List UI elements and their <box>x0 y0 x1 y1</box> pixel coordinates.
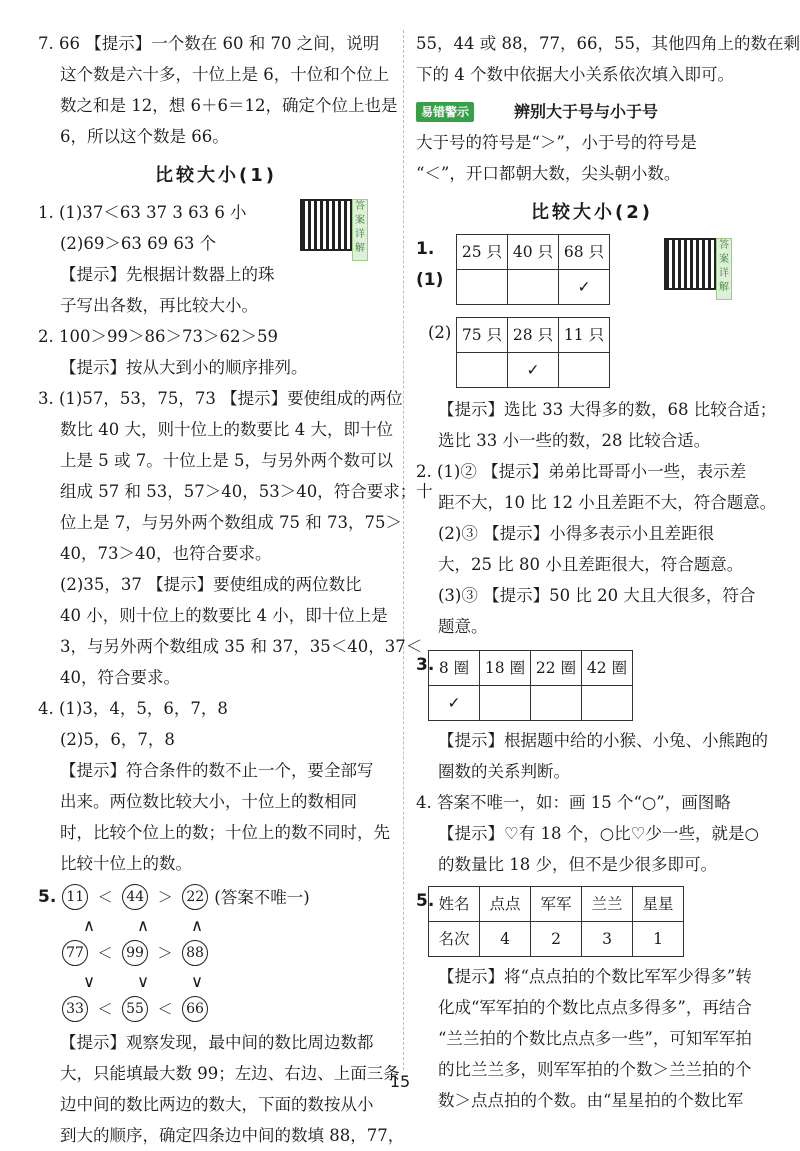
r-q3-hint <box>416 725 768 787</box>
table-cell: 2 <box>531 922 582 957</box>
number-circle: 99 <box>122 940 148 966</box>
section-title-2: 比较大小(2) <box>531 202 653 223</box>
check-cell <box>457 353 508 388</box>
table-cell: 28 只 <box>508 318 559 353</box>
text-line: 下的 4 个数中依据大小关系依次填入即可。 <box>416 65 734 84</box>
number-circle: 55 <box>122 996 148 1022</box>
text-line: 化成“军军拍的个数比点点多得多”，再结合 <box>438 998 752 1017</box>
text-line: 【提示】将“点点拍的个数比军军少得多”转 <box>438 967 752 986</box>
compare-sign: ＞ <box>157 887 173 906</box>
number-circle: 77 <box>62 940 88 966</box>
text-line: 【提示】先根据计数器上的珠 <box>60 265 275 284</box>
table-header: 军军 <box>531 887 582 922</box>
ranking-table <box>428 886 684 957</box>
text-line: 上是 5 或 7。十位上是 5，与另外两个数可以 <box>60 451 393 470</box>
text-line: 40，73＞40，也符合要求。 <box>60 544 272 563</box>
right-column <box>416 28 800 1116</box>
compare-sign: ＜ <box>97 887 113 906</box>
q2-block <box>38 321 394 383</box>
text-line: 6，所以这个数是 66。 <box>60 127 229 146</box>
r-q5-hint <box>416 961 768 1116</box>
section-title-1: 比较大小(1) <box>155 165 277 186</box>
qr-code-icon[interactable] <box>300 199 366 261</box>
qr-code-icon[interactable] <box>664 238 730 300</box>
text-line: 到大的顺序，确定四条边中间的数填 88，77， <box>60 1126 405 1145</box>
table-cell: 名次 <box>429 922 480 957</box>
left-column <box>38 28 433 1151</box>
q5-label: 5. <box>416 891 435 911</box>
qr-tag: 答案详解 <box>716 238 732 300</box>
text-line: 数＞点点拍的个数。由“星星拍的个数比军 <box>438 1091 744 1110</box>
text-line: 圈数的关系判断。 <box>438 762 570 781</box>
table-header: 姓名 <box>429 887 480 922</box>
compare-sign: ＜ <box>157 999 173 1018</box>
text-line: 子写出各数，再比较大小。 <box>60 296 258 315</box>
table-cell: 40 只 <box>508 235 559 270</box>
check-cell <box>531 686 582 721</box>
q5-note: (答案不唯一) <box>214 887 310 907</box>
text-line: 的比兰兰多，则军军拍的个数＞兰兰拍的个 <box>438 1060 752 1079</box>
text-line: 4. (1)3，4，5，6，7，8 <box>38 699 228 718</box>
text-line: 【提示】选比 33 大得多的数，68 比较合适； <box>438 400 777 419</box>
qr-tag: 答案详解 <box>352 199 368 261</box>
text-line: 的数量比 18 少，但不是少很多即可。 <box>438 855 717 874</box>
text-line: 40 小，则十位上的数要比 4 小，即十位上是 <box>60 606 388 625</box>
compare-row-3 <box>38 995 394 1023</box>
q3-label: 3. <box>416 655 435 675</box>
table-cell: 22 圈 <box>531 651 582 686</box>
vertical-signs-1 <box>38 911 394 939</box>
text-line: 题意。 <box>438 617 488 636</box>
text-line: 出来。两位数比较大小，十位上的数相同 <box>60 792 357 811</box>
text-line: 大，25 比 80 小且差距很大，符合题意。 <box>438 555 744 574</box>
table-cell: 18 圈 <box>480 651 531 686</box>
r-q1-block <box>416 234 777 456</box>
compare-row-1 <box>38 883 394 911</box>
check-cell <box>508 270 559 305</box>
table-cell: 68 只 <box>559 235 610 270</box>
text-line: 【提示】观察发现，最中间的数比周边数都 <box>60 1033 374 1052</box>
text-line: 位上是 7，与另外两个数组成 75 和 73，75＞ <box>60 513 402 532</box>
compare-sign: ∨ <box>136 971 150 991</box>
check-cell: ✓ <box>508 353 559 388</box>
text-line: 4. 答案不唯一，如：画 15 个“○”，画图略 <box>416 793 731 812</box>
compare-sign: ∧ <box>136 915 150 935</box>
table-row-2 <box>416 317 768 388</box>
text-line: 2. (1)② 【提示】弟弟比哥哥小一些，表示差 <box>416 462 747 481</box>
compare-sign: ∨ <box>190 971 204 991</box>
table-cell: 75 只 <box>457 318 508 353</box>
text-line: 组成 57 和 53，57＞40，53＞40，符合要求；十 <box>60 482 433 501</box>
text-line: 1. (1)37＜63 37 3 63 6 小 <box>38 203 247 222</box>
check-cell <box>457 270 508 305</box>
vertical-signs-2 <box>38 967 394 995</box>
text-line: (2)69＞63 69 63 个 <box>60 234 217 253</box>
check-cell <box>480 686 531 721</box>
text-line: 7. 66 【提示】一个数在 60 和 70 之间，说明 <box>38 34 380 53</box>
r-q3-block <box>416 650 768 721</box>
number-circle: 11 <box>62 884 88 910</box>
number-circle: 44 <box>122 884 148 910</box>
compare-sign: ∧ <box>190 915 204 935</box>
check-cell: ✓ <box>429 686 480 721</box>
table-header: 兰兰 <box>582 887 633 922</box>
text-line: “兰兰拍的个数比点点多一些”，可知军军拍 <box>438 1029 752 1048</box>
text-line: (2)5，6，7，8 <box>60 730 175 749</box>
r-q2-block <box>416 456 777 642</box>
table-cell: 25 只 <box>457 235 508 270</box>
table-cell: 42 圈 <box>582 651 633 686</box>
compare-sign: ＞ <box>157 943 173 962</box>
answer-table-3 <box>428 650 633 721</box>
text-line: 55，44 或 88，77，66，55，其他四角上的数在剩 <box>416 34 800 53</box>
compare-sign: ＜ <box>97 999 113 1018</box>
text-line: 2. 100＞99＞86＞73＞62＞59 <box>38 327 278 346</box>
text-line: 3. (1)57，53，75，73 【提示】要使组成的两位 <box>38 389 403 408</box>
check-cell <box>582 686 633 721</box>
number-circle: 66 <box>182 996 208 1022</box>
text-line: 时，比较个位上的数；十位上的数不同时，先 <box>60 823 390 842</box>
check-cell: ✓ <box>559 270 610 305</box>
q5-label: 5. <box>38 886 57 907</box>
text-line: (2)③ 【提示】小得多表示小且差距很 <box>438 524 715 543</box>
text-line: 比较十位上的数。 <box>60 854 192 873</box>
text-line: 数比 40 大，则十位上的数要比 4 大，即十位 <box>60 420 393 439</box>
table-cell: 3 <box>582 922 633 957</box>
text-line: “＜”，开口都朝大数，尖头朝小数。 <box>416 164 681 183</box>
text-line: 大，只能填最大数 99；左边、右边、上面三条 <box>60 1064 400 1083</box>
text-line: 【提示】按从大到小的顺序排列。 <box>60 358 308 377</box>
continuation-block <box>416 28 800 90</box>
table-header: 点点 <box>480 887 531 922</box>
compare-row-2 <box>38 939 394 967</box>
table-cell: 1 <box>633 922 684 957</box>
text-line: 距不大，10 比 12 小且差距不大，符合题意。 <box>438 493 777 512</box>
answer-table-1 <box>456 234 610 305</box>
compare-sign: ∨ <box>82 971 96 991</box>
number-circle: 88 <box>182 940 208 966</box>
q1-block <box>38 197 394 321</box>
q4-block <box>38 693 394 879</box>
text-line: (2)35，37 【提示】要使组成的两位数比 <box>60 575 362 594</box>
text-line: 数之和是 12，想 6＋6＝12，确定个位上也是 <box>60 96 398 115</box>
column-divider <box>403 30 404 1070</box>
text-line: 3，与另外两个数组成 35 和 37，35＜40，37＜ <box>60 637 423 656</box>
compare-sign: ∧ <box>82 915 96 935</box>
check-cell <box>559 353 610 388</box>
warning-title: 辨别大于号与小于号 <box>514 102 659 121</box>
text-line: 这个数是六十多，十位上是 6，十位和个位上 <box>60 65 390 84</box>
text-line: 【提示】根据题中给的小猴、小兔、小熊跑的 <box>438 731 768 750</box>
table-header: 星星 <box>633 887 684 922</box>
text-line: 【提示】符合条件的数不止一个，要全部写 <box>60 761 374 780</box>
q7-block <box>38 28 398 152</box>
table-cell: 4 <box>480 922 531 957</box>
warning-badge: 易错警示 <box>416 102 474 122</box>
text-line: 大于号的符号是“＞”，小于号的符号是 <box>416 133 697 152</box>
text-line: 边中间的数比两边的数大，下面的数按从小 <box>60 1095 374 1114</box>
q3-block <box>38 383 433 693</box>
q1-label: 1. (1) <box>416 239 444 290</box>
answer-table-2 <box>456 317 610 388</box>
table-cell: 8 圈 <box>429 651 480 686</box>
page-number: 15 <box>389 1072 411 1091</box>
text-line: (3)③ 【提示】50 比 20 大且大很多，符合 <box>438 586 756 605</box>
text-line: 40，符合要求。 <box>60 668 180 687</box>
r-q5-block <box>416 886 768 957</box>
number-circle: 33 <box>62 996 88 1022</box>
number-circle: 22 <box>182 884 208 910</box>
text-line: 【提示】♡有 18 个，○比♡少一些，就是○ <box>438 824 759 843</box>
r-q4-block <box>416 787 768 880</box>
table-cell: 11 只 <box>559 318 610 353</box>
warning-block <box>416 96 768 189</box>
q1-label2: (2) <box>428 323 452 342</box>
compare-sign: ＜ <box>97 943 113 962</box>
text-line: 选比 33 小一些的数，28 比较合适。 <box>438 431 711 450</box>
